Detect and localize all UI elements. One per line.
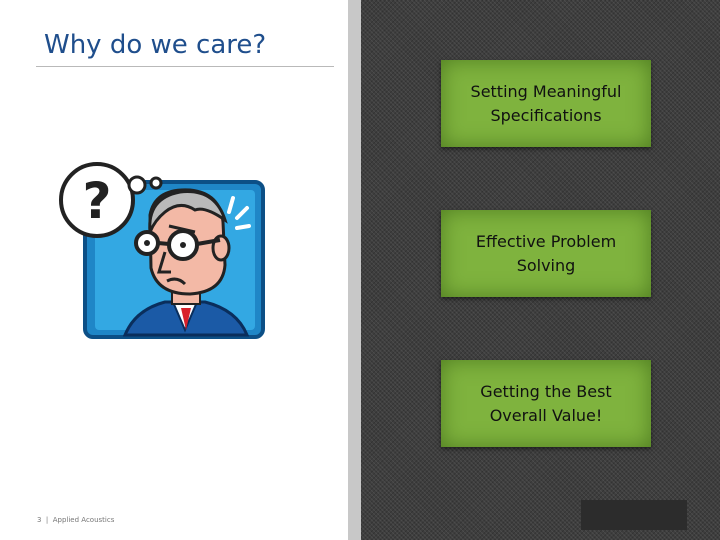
box-best-value	[441, 360, 651, 447]
footer-page-number: 3	[37, 516, 42, 524]
box-label: Getting the Best Overall Value!	[480, 381, 612, 425]
left-panel	[0, 0, 348, 540]
footer	[37, 516, 114, 524]
corner-block	[581, 500, 687, 530]
slide-title: Why do we care?	[44, 30, 267, 60]
question-mark: ?	[82, 172, 112, 230]
box-problem-solving	[441, 210, 651, 297]
box-label: Effective Problem Solving	[475, 231, 617, 275]
panel-divider	[348, 0, 361, 540]
footer-separator: |	[45, 516, 49, 524]
title-underline	[36, 66, 334, 67]
box-label: Setting Meaningful Specifications	[470, 81, 622, 125]
footer-company: Applied Acoustics	[52, 516, 115, 524]
box-specifications	[441, 60, 651, 147]
confused-man-question-icon	[55, 160, 270, 340]
